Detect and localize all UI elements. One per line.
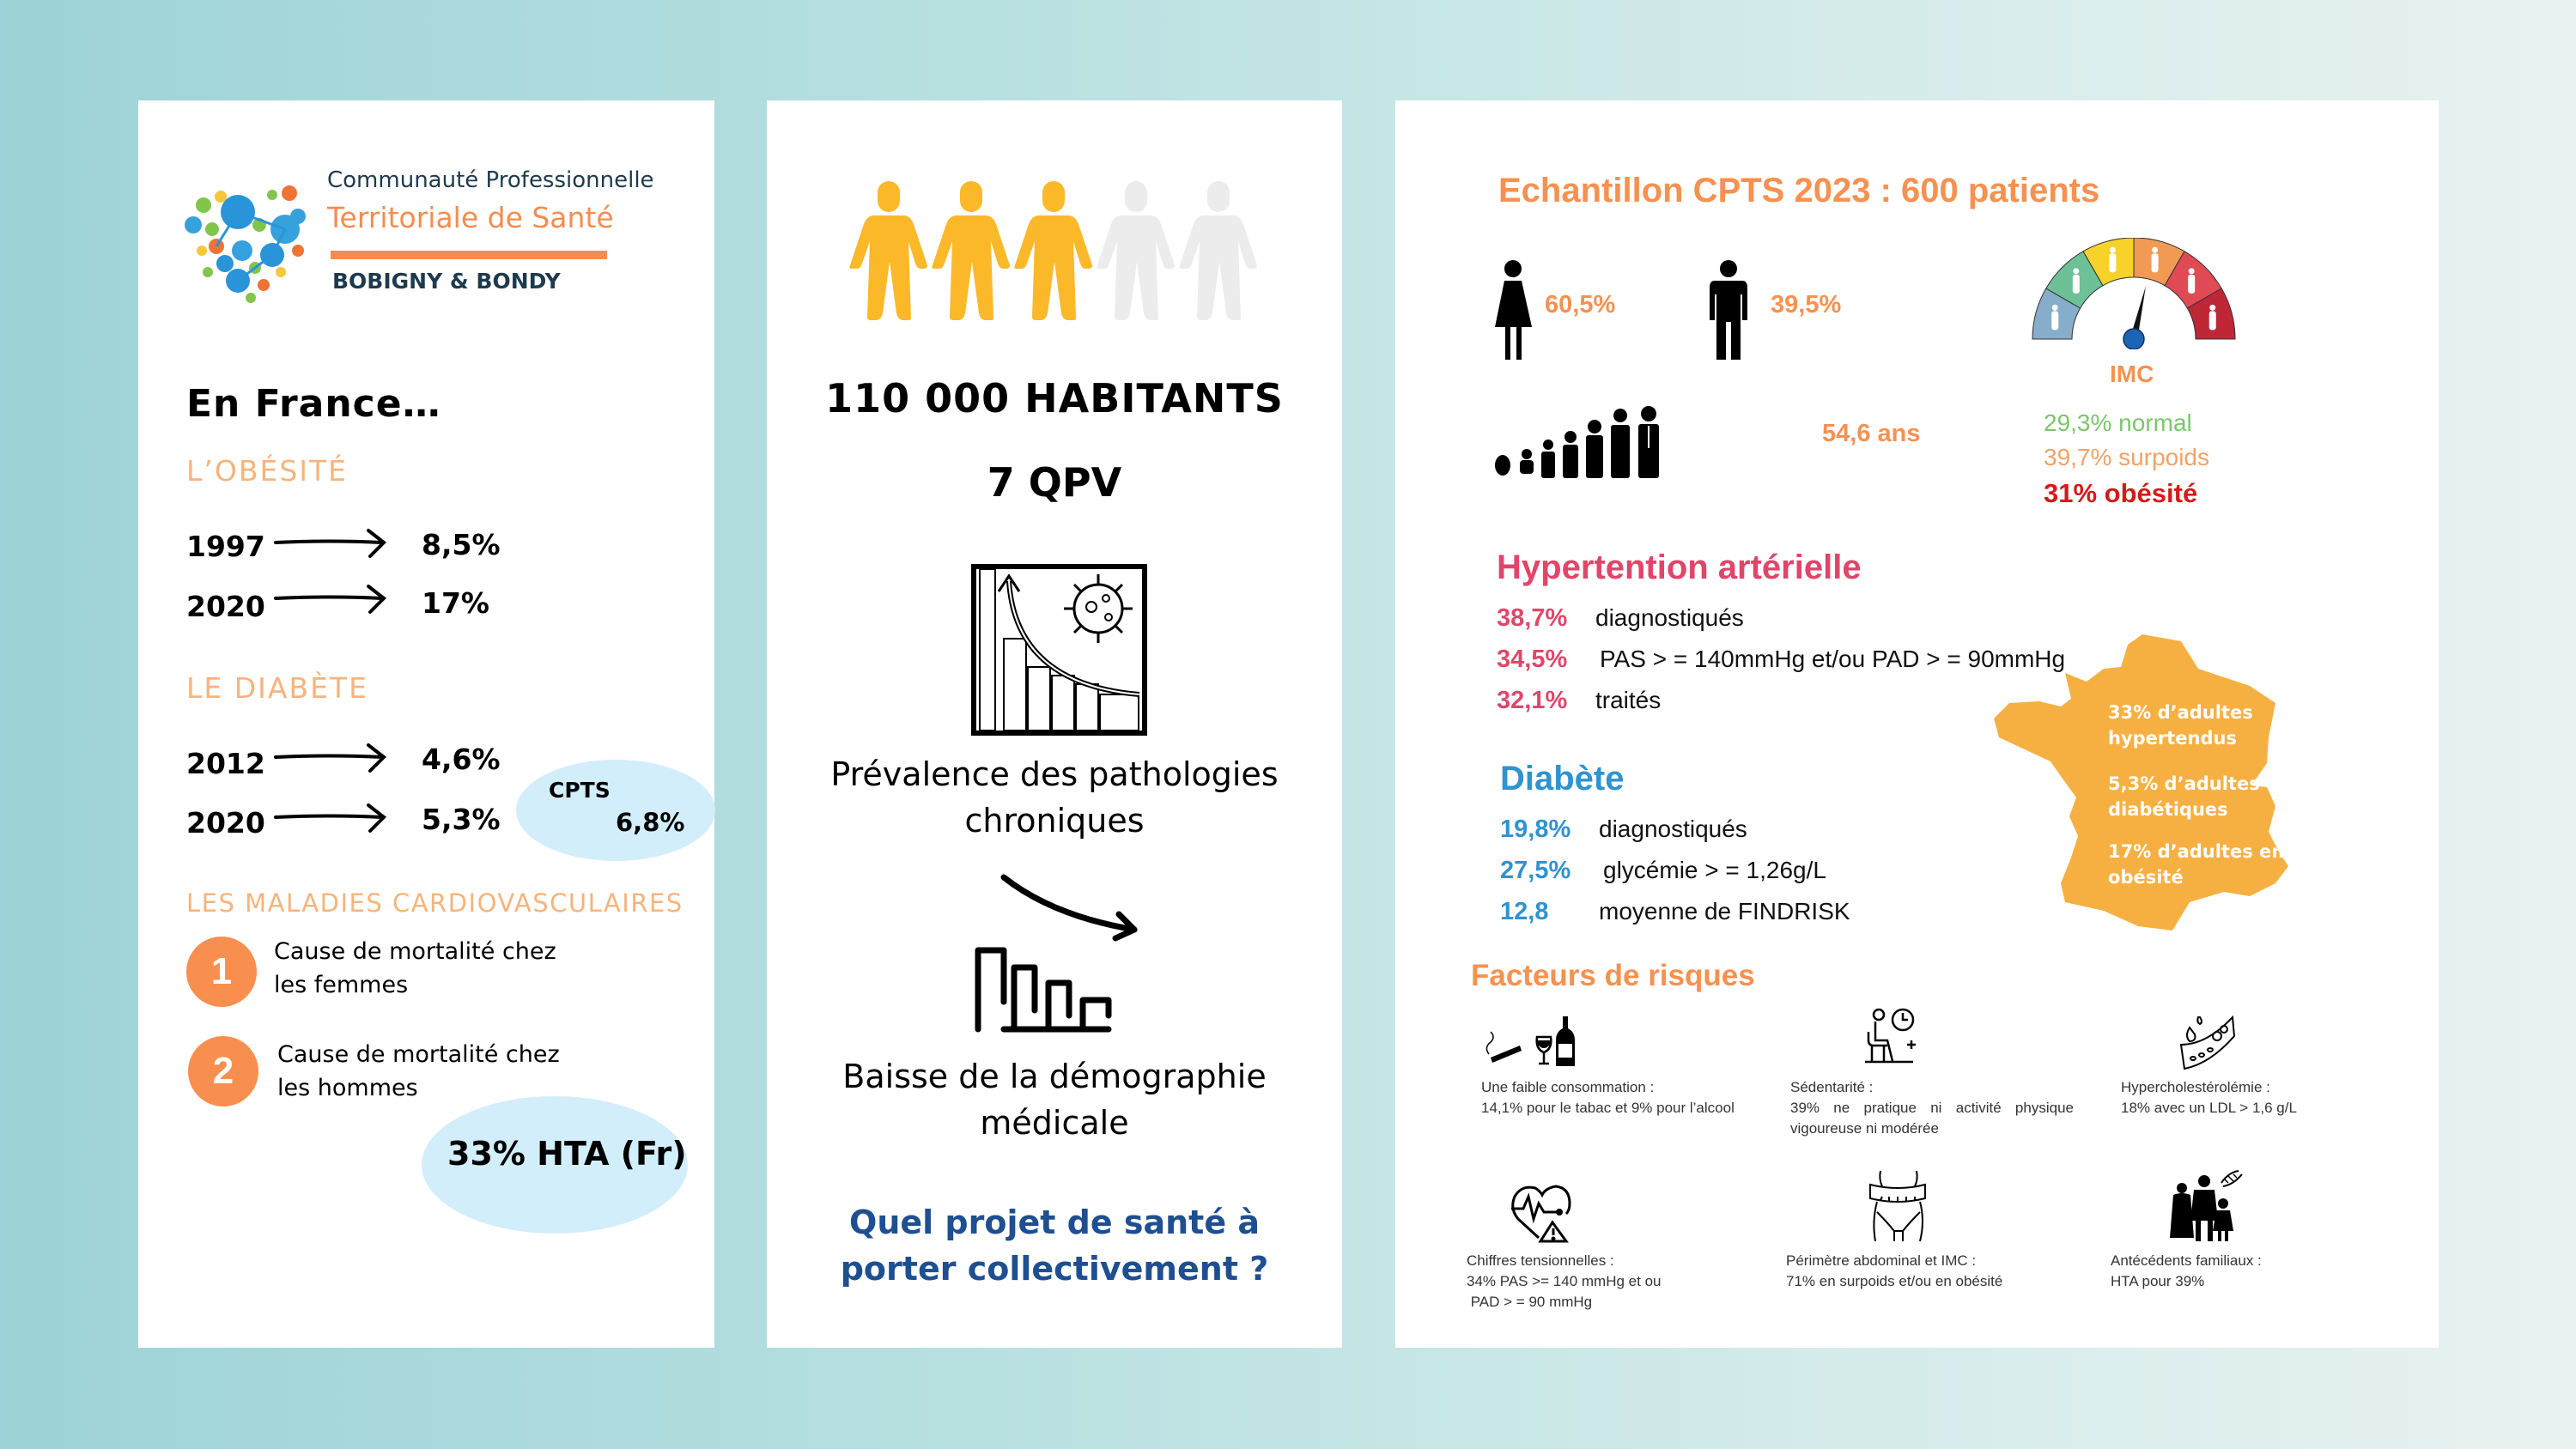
caption-line: médicale — [980, 1104, 1129, 1142]
risk-line: 34% PAS >= 140 mmHg et ou — [1467, 1273, 1662, 1289]
person-highlighted-icon — [849, 181, 927, 320]
logo-text-line2: Territoriale de Santé — [327, 201, 614, 234]
imc-gauge-icon — [2031, 238, 2237, 349]
france-stat — [2108, 839, 2284, 890]
caption-line: Baisse de la démographie — [842, 1058, 1267, 1095]
cpts-label: CPTS — [549, 778, 611, 803]
diabete-title: Diabète — [1500, 760, 1625, 797]
chronic-disease-chart-icon — [971, 564, 1147, 736]
sedentary-icon — [1863, 1006, 1923, 1066]
man-icon — [1708, 260, 1749, 360]
arrow-right-icon — [272, 525, 392, 560]
section-heading: En France… — [186, 382, 441, 426]
body-figure-icon — [2209, 305, 2216, 330]
logo-text-line1: Communauté Professionnelle — [327, 167, 654, 193]
tobacco-alcohol-icon — [1484, 1015, 1591, 1066]
gauge-hub — [2123, 329, 2144, 349]
cardio-cause — [274, 935, 556, 1002]
territory-panel — [767, 100, 1342, 1348]
body-figure-icon — [2073, 268, 2080, 294]
waist-measure-icon — [1863, 1169, 1932, 1242]
diabete-stat-row — [1500, 857, 1826, 885]
year-label: 2012 — [186, 747, 265, 780]
hta-value: 38,7% — [1497, 604, 1568, 632]
hta-title: Hypertention artérielle — [1497, 549, 1862, 586]
person-highlighted-icon — [932, 181, 1010, 320]
year-label: 2020 — [186, 590, 265, 623]
risk-line: vigoureuse ni modérée — [1790, 1120, 1939, 1137]
family-dna-icon — [2168, 1169, 2245, 1242]
diabete-stat-row — [1500, 815, 1747, 844]
body-figure-icon — [2109, 247, 2116, 273]
diabete-value: 27,5% — [1500, 857, 1571, 884]
hta-stat-row — [1497, 604, 1744, 633]
diabete-value: 12,8 — [1500, 898, 1549, 925]
diabete-value: 4,6% — [422, 743, 501, 776]
imc-normal: 29,3% normal — [2044, 409, 2192, 436]
arrow-right-icon — [272, 740, 392, 774]
risk-line: PAD > = 90 mmHg — [1467, 1294, 1593, 1310]
cause-line: les femmes — [274, 972, 409, 998]
diabete-row — [186, 806, 265, 840]
france-stat — [2108, 771, 2260, 822]
cause-line: les hommes — [277, 1075, 418, 1101]
cpts-heart-logo-icon — [178, 178, 315, 306]
body-figure-icon — [2152, 247, 2159, 273]
declining-bars-icon — [971, 864, 1147, 1036]
body-figure-icon — [2051, 305, 2058, 330]
cause-line: Cause de mortalité chez — [274, 938, 556, 965]
risk-line: HTA pour 39% — [2111, 1273, 2205, 1289]
france-stat-line: obésité — [2108, 867, 2184, 888]
obesite-value: 8,5% — [422, 528, 501, 561]
diabete-label: diagnostiqués — [1599, 815, 1747, 842]
hta-value: 32,1% — [1497, 687, 1568, 714]
risk-factor-text — [1481, 1077, 1735, 1119]
demographie-caption — [767, 1053, 1342, 1146]
france-stat-line: diabétiques — [2108, 799, 2228, 820]
imc-obesite: 31% obésité — [2044, 478, 2198, 508]
heart-warning-icon — [1510, 1179, 1574, 1244]
hta-label: PAS > = 140mmHg et/ou PAD > = 90mmHg — [1600, 646, 2066, 672]
obesite-value: 17% — [422, 586, 489, 620]
france-stat-line: 33% d’adultes — [2108, 702, 2253, 723]
cpts-sample-panel — [1395, 100, 2439, 1348]
risk-line: Sédentarité : — [1790, 1079, 1874, 1095]
imc-surpoids: 39,7% surpoids — [2044, 444, 2210, 470]
rank-badge: 1 — [186, 937, 257, 1007]
risk-line: Périmètre abdominal et IMC : — [1786, 1252, 1977, 1269]
risk-factors-title: Facteurs de risques — [1471, 959, 1755, 992]
risk-factor-text — [1786, 1251, 2002, 1292]
year-label: 2020 — [186, 806, 265, 840]
obesite-title: L’OBÉSITÉ — [186, 454, 349, 488]
question-line: porter collectivement ? — [840, 1250, 1269, 1288]
risk-factor-text — [2111, 1251, 2262, 1292]
project-question — [767, 1199, 1342, 1292]
population-pictogram — [848, 179, 1261, 325]
risk-line: 71% en surpoids et/ou en obésité — [1786, 1273, 2003, 1289]
diabete-title: LE DIABÈTE — [186, 671, 368, 705]
female-percentage: 60,5% — [1545, 291, 1616, 318]
hta-stat-row — [1497, 687, 1661, 715]
risk-factor-text — [1467, 1251, 1661, 1313]
hta-label: traités — [1595, 687, 1662, 713]
hta-bubble-text: 33% HTA (Fr) — [447, 1135, 687, 1173]
diabete-value: 19,8% — [1500, 815, 1571, 843]
cardio-cause — [277, 1038, 560, 1105]
rank-badge: 2 — [188, 1036, 258, 1106]
risk-line: 39% ne pratique ni activité physique — [1790, 1100, 2074, 1116]
sample-title: Echantillon CPTS 2023 : 600 patients — [1498, 172, 2100, 209]
mean-age: 54,6 ans — [1822, 420, 1921, 447]
logo-text-line3: BOBIGNY & BONDY — [332, 269, 561, 294]
woman-icon — [1494, 260, 1533, 360]
age-progression-icon — [1494, 388, 1700, 478]
risk-line: 18% avec un LDL > 1,6 g/L — [2121, 1100, 2297, 1116]
hta-stat-row — [1497, 646, 2065, 674]
france-stat-line: hypertendus — [2108, 728, 2237, 749]
obesite-row — [186, 590, 265, 623]
risk-line: Antécédents familiaux : — [2111, 1252, 2262, 1269]
cause-line: Cause de mortalité chez — [277, 1041, 560, 1068]
diabete-stat-row — [1500, 898, 1850, 926]
risk-factor-text — [2121, 1077, 2297, 1119]
france-stats-panel — [138, 100, 714, 1348]
hta-label: diagnostiqués — [1595, 604, 1744, 631]
france-stat-line: 5,3% d’adultes — [2108, 773, 2260, 794]
france-stat — [2108, 700, 2253, 751]
diabete-label: glycémie > = 1,26g/L — [1603, 857, 1826, 883]
male-percentage: 39,5% — [1771, 291, 1842, 318]
logo-divider — [331, 251, 607, 259]
imc-label: IMC — [2110, 361, 2154, 387]
person-muted-icon — [1179, 181, 1257, 320]
risk-factor-text — [1790, 1077, 2074, 1139]
caption-line: chroniques — [964, 802, 1145, 840]
diabete-value: 5,3% — [422, 803, 501, 836]
question-line: Quel projet de santé à — [849, 1203, 1260, 1241]
body-figure-icon — [2188, 268, 2195, 294]
diabete-label: moyenne de FINDRISK — [1599, 898, 1850, 925]
risk-line: Chiffres tensionnelles : — [1467, 1252, 1614, 1269]
person-highlighted-icon — [1014, 181, 1092, 320]
person-muted-icon — [1097, 181, 1175, 320]
habitants-count: 110 000 HABITANTS — [825, 375, 1284, 421]
hta-value: 34,5% — [1497, 646, 1568, 673]
cardio-title: LES MALADIES CARDIOVASCULAIRES — [186, 888, 683, 918]
qpv-count: 7 QPV — [987, 459, 1122, 506]
prevalence-caption — [767, 751, 1342, 844]
caption-line: Prévalence des pathologies — [830, 755, 1279, 793]
cpts-value: 6,8% — [616, 808, 685, 837]
risk-line: Hypercholestérolémie : — [2121, 1079, 2270, 1095]
risk-line: 14,1% pour le tabac et 9% pour l’alcool — [1481, 1100, 1735, 1116]
cholesterol-icon — [2172, 1010, 2241, 1075]
france-stat-line: 17% d’adultes en — [2108, 841, 2285, 862]
arrow-right-icon — [272, 800, 392, 834]
risk-line: Une faible consommation : — [1481, 1079, 1655, 1095]
diabete-row — [186, 747, 265, 780]
year-label: 1997 — [186, 530, 265, 563]
arrow-right-icon — [272, 581, 392, 615]
obesite-row — [186, 530, 265, 563]
